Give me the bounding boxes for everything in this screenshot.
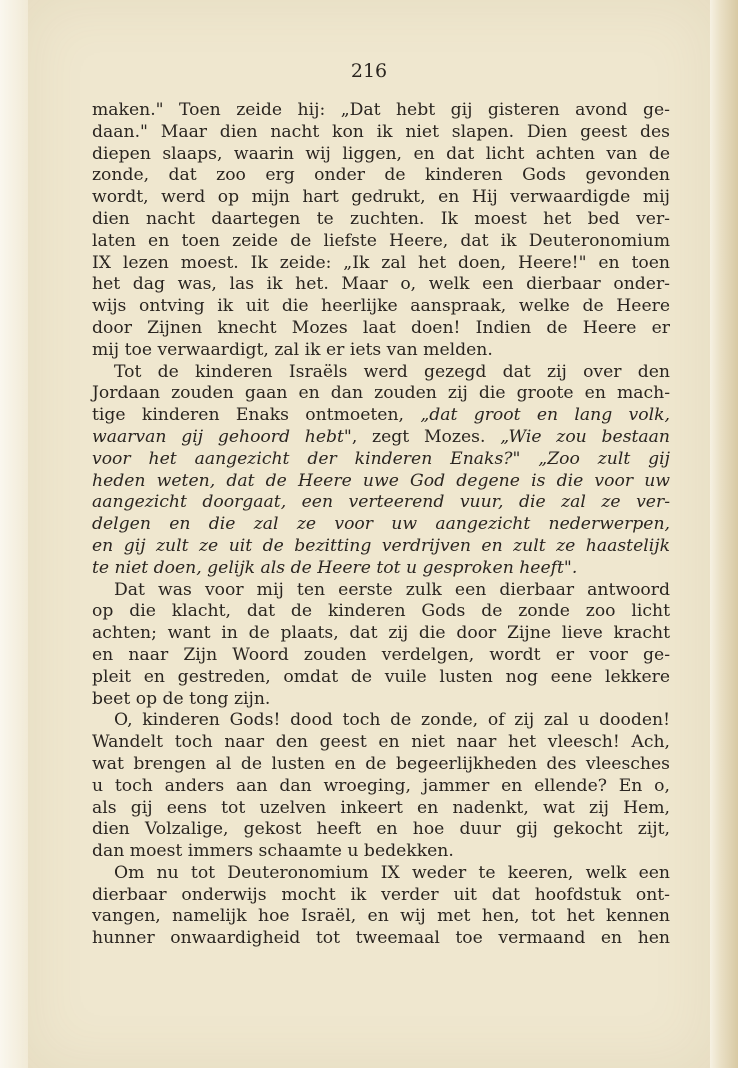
body-text: [92, 100, 670, 950]
text-line: diepen slaaps, waarin wij liggen, en dat licht achten van de: [92, 143, 670, 164]
text-line: dierbaar onderwijs mocht ik verder uit dat hoofdstuk ont-: [92, 884, 670, 905]
text-line: IX lezen moest. Ik zeide: „Ik zal het doen, Heere!" en toen: [92, 252, 670, 273]
page-left-edge: [0, 0, 28, 1068]
text-line: zonde, dat zoo erg onder de kinderen Gods gevonden: [92, 165, 670, 186]
text-line: u toch anders aan dan wroeging, jammer en ellende? En o,: [92, 775, 670, 796]
text-line: dan moest immers schaamte u bedekken.: [92, 841, 454, 862]
page-number: 216: [350, 60, 388, 82]
text-line: en gij zult ze uit de bezitting verdrijven en zult ze haastelijk: [92, 535, 670, 556]
text-line: Tot de kinderen Israëls werd gezegd dat zij over den: [114, 361, 670, 382]
text-line: dien nacht daartegen te zuchten. Ik moest het bed ver-: [92, 208, 670, 229]
text-line: laten en toen zeide de liefste Heere, dat ik Deuteronomium: [92, 230, 670, 251]
text-line: waarvan gij gehoord hebt", zegt Mozes. „Wie zou bestaan: [92, 426, 670, 447]
text-line: op die klacht, dat de kinderen Gods de zonde zoo licht: [92, 601, 670, 622]
text-line: Dat was voor mij ten eerste zulk een dierbaar antwoord: [114, 579, 670, 600]
text-line: wordt, werd op mijn hart gedrukt, en Hij verwaardigde mij: [92, 187, 670, 208]
text-line: Jordaan zouden gaan en dan zouden zij die groote en mach-: [92, 383, 670, 404]
text-line: maken." Toen zeide hij: „Dat hebt gij gisteren avond ge-: [92, 100, 670, 120]
text-line: het dag was, las ik het. Maar o, welk een dierbaar onder-: [92, 274, 670, 295]
page-right-edge: [710, 0, 738, 1068]
text-line: tige kinderen Enaks ontmoeten, „dat groot en lang volk,: [92, 405, 670, 426]
text-line: Om nu tot Deuteronomium IX weder te keeren, welk een: [114, 862, 670, 883]
text-line: daan." Maar dien nacht kon ik niet slapen. Dien geest des: [92, 121, 670, 142]
text-line: te niet doen, gelijk als de Heere tot u gesproken heeft".: [92, 557, 578, 578]
text-line: vangen, namelijk hoe Israël, en wij met hen, tot het kennen: [92, 906, 670, 927]
text-line: en naar Zijn Woord zouden verdelgen, wordt er voor ge-: [92, 644, 670, 665]
text-line: mij toe verwaardigt, zal ik er iets van melden.: [92, 339, 493, 360]
text-line: wijs ontving ik uit die heerlijke aanspraak, welke de Heere: [92, 296, 670, 317]
text-line: als gij eens tot uzelven inkeert en nadenkt, wat zij Hem,: [92, 797, 670, 818]
text-line: beet op de tong zijn.: [92, 688, 271, 709]
text-line: pleit en gestreden, omdat de vuile lusten nog eene lekkere: [92, 666, 670, 687]
text-line: voor het aangezicht der kinderen Enaks?" „Zoo zult gij: [92, 448, 670, 469]
text-line: O, kinderen Gods! dood toch de zonde, of zij zal u dooden!: [114, 710, 670, 731]
text-line: heden weten, dat de Heere uwe God degene is die voor uw: [92, 470, 670, 491]
text-line: aangezicht doorgaat, een verteerend vuur, die zal ze ver-: [92, 492, 670, 513]
text-line: achten; want in de plaats, dat zij die door Zijne lieve kracht: [92, 623, 670, 644]
text-line: dien Volzalige, gekost heeft en hoe duur gij gekocht zijt,: [92, 819, 670, 840]
text-line: wat brengen al de lusten en de begeerlijkheden des vleesches: [92, 753, 670, 774]
text-line: door Zijnen knecht Mozes laat doen! Indien de Heere er: [92, 317, 670, 338]
text-line: delgen en die zal ze voor uw aangezicht nederwerpen,: [92, 514, 670, 535]
text-line: hunner onwaardigheid tot tweemaal toe vermaand en hen: [92, 928, 670, 949]
text-line: Wandelt toch naar den geest en niet naar het vleesch! Ach,: [92, 732, 670, 753]
